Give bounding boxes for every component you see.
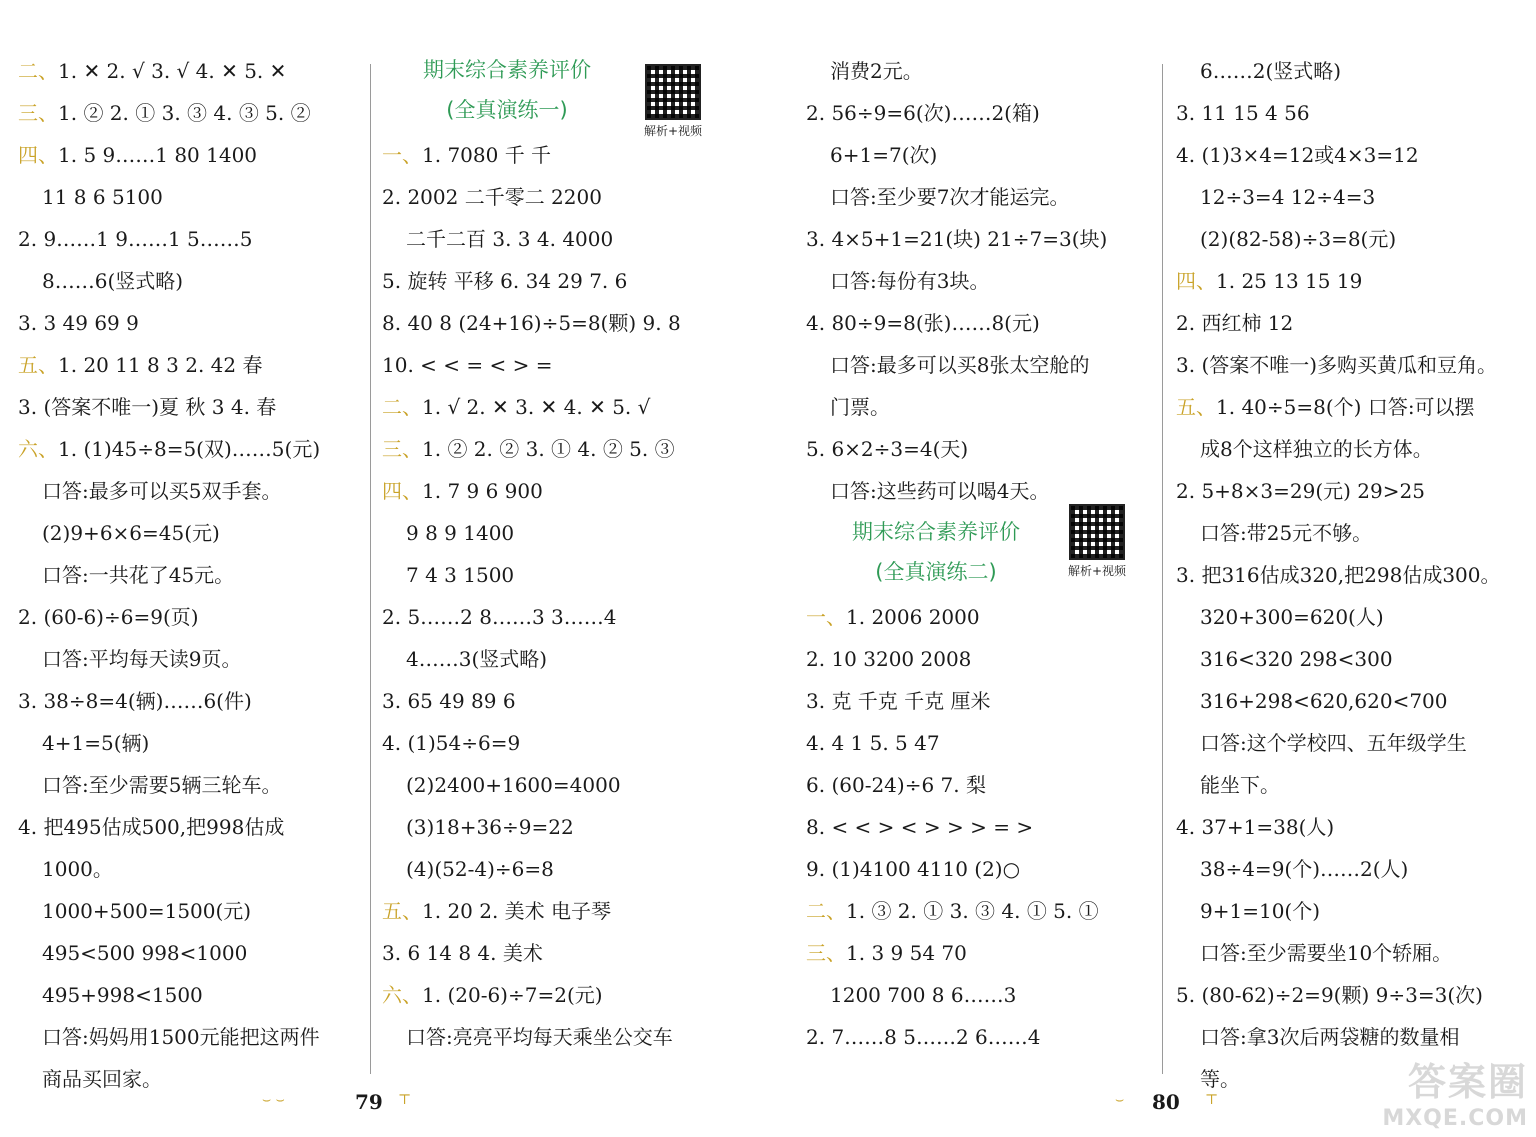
answer-line xyxy=(1176,386,1526,428)
answer-text: 316+298<620,620<700 xyxy=(1200,689,1448,713)
answer-text: 4+1=5(辆) xyxy=(42,731,150,755)
answer-line xyxy=(18,596,363,638)
answer-line xyxy=(1176,554,1526,596)
answer-line xyxy=(382,218,782,260)
answer-text: 口答:每份有3块。 xyxy=(830,269,990,293)
answer-text: 2. 9……1 9……1 5……5 xyxy=(18,227,253,251)
answer-text: 10. < < = < > = xyxy=(382,353,553,377)
answer-list-3a xyxy=(806,50,1151,512)
answer-line xyxy=(806,218,1151,260)
answer-text: (2)9+6×6=45(元) xyxy=(42,521,220,545)
answer-text: 1. 40÷5=8(个) 口答:可以摆 xyxy=(1216,395,1475,419)
section-marker: 四、 xyxy=(382,479,422,503)
answer-line xyxy=(1176,932,1526,974)
answer-line xyxy=(382,974,782,1016)
answer-text: 门票。 xyxy=(830,395,890,419)
footer-decoration-icon: ⌣ xyxy=(1115,1092,1125,1108)
answer-line xyxy=(806,428,1151,470)
answer-line xyxy=(382,638,782,680)
answer-line xyxy=(1176,974,1526,1016)
answer-line xyxy=(1176,176,1526,218)
answer-line xyxy=(382,470,782,512)
answer-text: 8……6(竖式略) xyxy=(42,269,184,293)
answer-column-4 xyxy=(1176,50,1526,1100)
answer-line xyxy=(382,512,782,554)
answer-text: 2. 7……8 5……2 6……4 xyxy=(806,1025,1041,1049)
answer-text: 38÷4=9(个)……2(人) xyxy=(1200,857,1409,881)
answer-text: 1. (1)45÷8=5(双)……5(元) xyxy=(58,437,321,461)
answer-text: 316<320 298<300 xyxy=(1200,647,1393,671)
answer-text: 8. 40 8 (24+16)÷5=8(颗) 9. 8 xyxy=(382,311,681,335)
answer-line xyxy=(1176,134,1526,176)
answer-line xyxy=(1176,50,1526,92)
answer-line xyxy=(18,218,363,260)
answer-line xyxy=(382,302,782,344)
qr-code-icon[interactable] xyxy=(1069,504,1125,560)
answer-text: 1. 2006 2000 xyxy=(846,605,980,629)
answer-text: 口答:妈妈用1500元能把这两件 xyxy=(42,1025,320,1049)
answer-text: 2. 10 3200 2008 xyxy=(806,647,972,671)
answer-text: 3. 11 15 4 56 xyxy=(1176,101,1310,125)
answer-text: 495+998<1500 xyxy=(42,983,203,1007)
answer-text: 2. 56÷9=6(次)……2(箱) xyxy=(806,101,1040,125)
answer-line xyxy=(18,1016,363,1058)
answer-line xyxy=(18,260,363,302)
exam-title-block-2 xyxy=(806,512,1151,596)
answer-text: 1. ✕ 2. √ 3. √ 4. ✕ 5. ✕ xyxy=(58,59,287,83)
answer-line xyxy=(382,344,782,386)
answer-line xyxy=(1176,428,1526,470)
answer-text: 6……2(竖式略) xyxy=(1200,59,1342,83)
answer-line xyxy=(1176,722,1526,764)
answer-line xyxy=(806,596,1151,638)
exam-title: 期末综合素养评价 xyxy=(423,58,591,82)
footer-decoration-icon: ⊤ xyxy=(1205,1092,1219,1108)
answer-line xyxy=(18,1058,363,1100)
watermark-url: MXQE.COM xyxy=(1382,1106,1528,1131)
answer-line xyxy=(382,428,782,470)
answer-line xyxy=(806,386,1151,428)
section-marker: 四、 xyxy=(18,143,58,167)
answer-line xyxy=(806,176,1151,218)
answer-text: 1. 7 9 6 900 xyxy=(422,479,543,503)
answer-text: (4)(52-4)÷6=8 xyxy=(406,857,554,881)
section-marker: 六、 xyxy=(18,437,58,461)
answer-line xyxy=(18,890,363,932)
section-marker: 一、 xyxy=(806,605,846,629)
answer-line xyxy=(382,386,782,428)
qr-code-block[interactable] xyxy=(644,64,702,139)
answer-line xyxy=(806,638,1151,680)
section-marker: 六、 xyxy=(382,983,422,1007)
answer-line xyxy=(1176,764,1526,806)
answer-line xyxy=(382,554,782,596)
answer-text: (3)18+36÷9=22 xyxy=(406,815,574,839)
answer-line xyxy=(806,50,1151,92)
answer-text: 11 8 6 5100 xyxy=(42,185,163,209)
answer-line xyxy=(806,806,1151,848)
answer-list-2 xyxy=(382,134,782,1058)
answer-line xyxy=(1176,302,1526,344)
answer-text: 3. 把316估成320,把298估成300。 xyxy=(1176,563,1501,587)
exam-title: 期末综合素养评价 xyxy=(852,520,1020,544)
answer-text: 5. (80-62)÷2=9(颗) 9÷3=3(次) xyxy=(1176,983,1483,1007)
answer-line xyxy=(18,974,363,1016)
answer-text: 等。 xyxy=(1200,1067,1240,1091)
answer-text: 3. 65 49 89 6 xyxy=(382,689,516,713)
answer-text: 3. 4×5+1=21(块) 21÷7=3(块) xyxy=(806,227,1108,251)
answer-text: 口答:拿3次后两袋糖的数量相 xyxy=(1200,1025,1460,1049)
answer-line xyxy=(806,92,1151,134)
answer-line xyxy=(806,134,1151,176)
answer-line xyxy=(1176,806,1526,848)
section-marker: 二、 xyxy=(806,899,846,923)
answer-line xyxy=(382,890,782,932)
answer-text: 3. 38÷8=4(辆)……6(件) xyxy=(18,689,252,713)
answer-text: 2. 2002 二千零二 2200 xyxy=(382,185,602,209)
answer-text: 5. 6×2÷3=4(天) xyxy=(806,437,969,461)
answer-text: 4. 4 1 5. 5 47 xyxy=(806,731,940,755)
answer-line xyxy=(1176,92,1526,134)
answer-line xyxy=(382,260,782,302)
answer-line xyxy=(18,932,363,974)
answer-text: 口答:至少需要5辆三轮车。 xyxy=(42,773,282,797)
answer-text: 二千二百 3. 3 4. 4000 xyxy=(406,227,614,251)
answer-text: 4……3(竖式略) xyxy=(406,647,548,671)
answer-line xyxy=(382,806,782,848)
answer-line xyxy=(18,344,363,386)
qr-label: 解析+视频 xyxy=(1068,564,1127,578)
answer-line xyxy=(806,848,1151,890)
answer-line xyxy=(18,386,363,428)
page-number-left: 79 xyxy=(355,1090,383,1114)
answer-text: 2. 西红柿 12 xyxy=(1176,311,1294,335)
section-marker: 五、 xyxy=(1176,395,1216,419)
answer-text: 1000。 xyxy=(42,857,113,881)
section-marker: 三、 xyxy=(18,101,58,125)
answer-text: 8. < < > < > > > = > xyxy=(806,815,1034,839)
answer-text: 495<500 998<1000 xyxy=(42,941,248,965)
answer-text: 1. ② 2. ① 3. ③ 4. ③ 5. ② xyxy=(58,101,311,125)
answer-line xyxy=(806,260,1151,302)
footer-decoration-icon: ⊤ xyxy=(398,1092,412,1108)
section-marker: 三、 xyxy=(806,941,846,965)
answer-column-2 xyxy=(382,50,782,1058)
section-marker: 三、 xyxy=(382,437,422,461)
section-marker: 二、 xyxy=(382,395,422,419)
section-marker: 二、 xyxy=(18,59,58,83)
answer-line xyxy=(382,176,782,218)
answer-line xyxy=(806,722,1151,764)
answer-line xyxy=(382,722,782,764)
answer-text: 1. 3 9 54 70 xyxy=(846,941,967,965)
answer-text: 口答:最多可以买8张太空舱的 xyxy=(830,353,1090,377)
qr-code-block[interactable] xyxy=(1068,504,1126,579)
answer-line xyxy=(382,596,782,638)
qr-code-icon[interactable] xyxy=(645,64,701,120)
answer-line xyxy=(1176,890,1526,932)
answer-column-1 xyxy=(18,50,363,1100)
answer-line xyxy=(18,764,363,806)
answer-text: 4. 37+1=38(人) xyxy=(1176,815,1335,839)
answer-list-3b xyxy=(806,596,1151,1058)
answer-line xyxy=(806,932,1151,974)
answer-text: 9 8 9 1400 xyxy=(406,521,515,545)
answer-text: 6. (60-24)÷6 7. 梨 xyxy=(806,773,986,797)
answer-text: 口答:亮亮平均每天乘坐公交车 xyxy=(406,1025,673,1049)
watermark-logo-text: 答案圈 xyxy=(1407,1060,1528,1104)
page-number-right: 80 xyxy=(1152,1090,1180,1114)
answer-text: 1. 5 9……1 80 1400 xyxy=(58,143,258,167)
answer-text: 9. (1)4100 4110 (2)○ xyxy=(806,857,1021,881)
answer-line xyxy=(1176,638,1526,680)
answer-line xyxy=(1176,260,1526,302)
answer-text: 9+1=10(个) xyxy=(1200,899,1321,923)
answer-line xyxy=(18,302,363,344)
answer-text: 4. 80÷9=8(张)……8(元) xyxy=(806,311,1040,335)
answer-line xyxy=(18,512,363,554)
answer-line xyxy=(382,680,782,722)
answer-text: 1. (20-6)÷7=2(元) xyxy=(422,983,603,1007)
answer-text: 商品买回家。 xyxy=(42,1067,162,1091)
answer-text: 消费2元。 xyxy=(830,59,923,83)
qr-label: 解析+视频 xyxy=(644,124,703,138)
answer-text: 1000+500=1500(元) xyxy=(42,899,252,923)
answer-text: 1. ② 2. ② 3. ① 4. ② 5. ③ xyxy=(422,437,675,461)
answer-line xyxy=(1176,218,1526,260)
answer-line xyxy=(18,92,363,134)
answer-text: 口答:一共花了45元。 xyxy=(42,563,235,587)
answer-line xyxy=(806,344,1151,386)
answer-text: 口答:至少要7次才能运完。 xyxy=(830,185,1070,209)
answer-text: 1200 700 8 6……3 xyxy=(830,983,1017,1007)
section-marker: 四、 xyxy=(1176,269,1216,293)
answer-text: 3. (答案不唯一)夏 秋 3 4. 春 xyxy=(18,395,277,419)
answer-text: 3. 克 千克 千克 厘米 xyxy=(806,689,991,713)
answer-line xyxy=(18,848,363,890)
answer-text: 口答:这个学校四、五年级学生 xyxy=(1200,731,1467,755)
answer-line xyxy=(382,1016,782,1058)
answer-text: 4. (1)3×4=12或4×3=12 xyxy=(1176,143,1419,167)
answer-line xyxy=(806,764,1151,806)
answer-line xyxy=(382,134,782,176)
answer-text: 口答:平均每天读9页。 xyxy=(42,647,242,671)
answer-line xyxy=(806,974,1151,1016)
answer-text: 7 4 3 1500 xyxy=(406,563,515,587)
answer-text: 1. ③ 2. ① 3. ③ 4. ① 5. ① xyxy=(846,899,1099,923)
answer-text: 能坐下。 xyxy=(1200,773,1280,797)
answer-line xyxy=(18,176,363,218)
answer-text: 2. 5+8×3=29(元) 29>25 xyxy=(1176,479,1425,503)
exam-subtitle: (全真演练一) xyxy=(446,98,568,122)
answer-line xyxy=(18,50,363,92)
answer-line xyxy=(806,1016,1151,1058)
answer-line xyxy=(382,932,782,974)
answer-text: 口答:最多可以买5双手套。 xyxy=(42,479,282,503)
answer-line xyxy=(18,554,363,596)
answer-line xyxy=(1176,848,1526,890)
answer-text: 口答:带25元不够。 xyxy=(1200,521,1373,545)
answer-line xyxy=(382,764,782,806)
watermark xyxy=(1382,1051,1528,1131)
exam-subtitle: (全真演练二) xyxy=(875,560,997,584)
answer-text: (2)(82-58)÷3=8(元) xyxy=(1200,227,1397,251)
section-marker: 一、 xyxy=(382,143,422,167)
answer-line xyxy=(806,680,1151,722)
answer-line xyxy=(382,848,782,890)
answer-text: 320+300=620(人) xyxy=(1200,605,1384,629)
answer-text: 3. 6 14 8 4. 美术 xyxy=(382,941,543,965)
answer-text: 口答:至少需要坐10个轿厢。 xyxy=(1200,941,1453,965)
answer-text: 3. (答案不唯一)多购买黄瓜和豆角。 xyxy=(1176,353,1498,377)
answer-text: 4. (1)54÷6=9 xyxy=(382,731,521,755)
answer-line xyxy=(1176,512,1526,554)
answer-column-3 xyxy=(806,50,1151,1058)
answer-line xyxy=(1176,596,1526,638)
section-marker: 五、 xyxy=(18,353,58,377)
answer-text: 1. 20 2. 美术 电子琴 xyxy=(422,899,612,923)
answer-line xyxy=(1176,470,1526,512)
answer-line xyxy=(18,806,363,848)
answer-text: (2)2400+1600=4000 xyxy=(406,773,621,797)
answer-line xyxy=(18,134,363,176)
answer-text: 5. 旋转 平移 6. 34 29 7. 6 xyxy=(382,269,628,293)
answer-text: 口答:这些药可以喝4天。 xyxy=(830,479,1050,503)
answer-line xyxy=(18,470,363,512)
answer-text: 12÷3=4 12÷4=3 xyxy=(1200,185,1376,209)
answer-line xyxy=(1176,344,1526,386)
answer-line xyxy=(18,428,363,470)
answer-text: 2. (60-6)÷6=9(页) xyxy=(18,605,199,629)
column-divider xyxy=(1162,64,1163,1074)
answer-text: 4. 把495估成500,把998估成 xyxy=(18,815,285,839)
column-divider xyxy=(370,64,371,1074)
answer-line xyxy=(18,722,363,764)
answer-line xyxy=(18,638,363,680)
footer-decoration-icon: ⌣ ⌣ xyxy=(262,1092,285,1108)
answer-text: 1. 25 13 15 19 xyxy=(1216,269,1363,293)
answer-text: 成8个这样独立的长方体。 xyxy=(1200,437,1433,461)
exam-title-block-1 xyxy=(382,50,782,138)
answer-text: 1. 7080 千 千 xyxy=(422,143,552,167)
answer-text: 6+1=7(次) xyxy=(830,143,938,167)
answer-line xyxy=(18,680,363,722)
answer-text: 3. 3 49 69 9 xyxy=(18,311,139,335)
answer-line xyxy=(806,302,1151,344)
answer-text: 1. √ 2. ✕ 3. ✕ 4. ✕ 5. √ xyxy=(422,395,651,419)
answer-text: 2. 5……2 8……3 3……4 xyxy=(382,605,617,629)
answer-line xyxy=(806,890,1151,932)
answer-line xyxy=(1176,680,1526,722)
answer-text: 1. 20 11 8 3 2. 42 春 xyxy=(58,353,263,377)
section-marker: 五、 xyxy=(382,899,422,923)
